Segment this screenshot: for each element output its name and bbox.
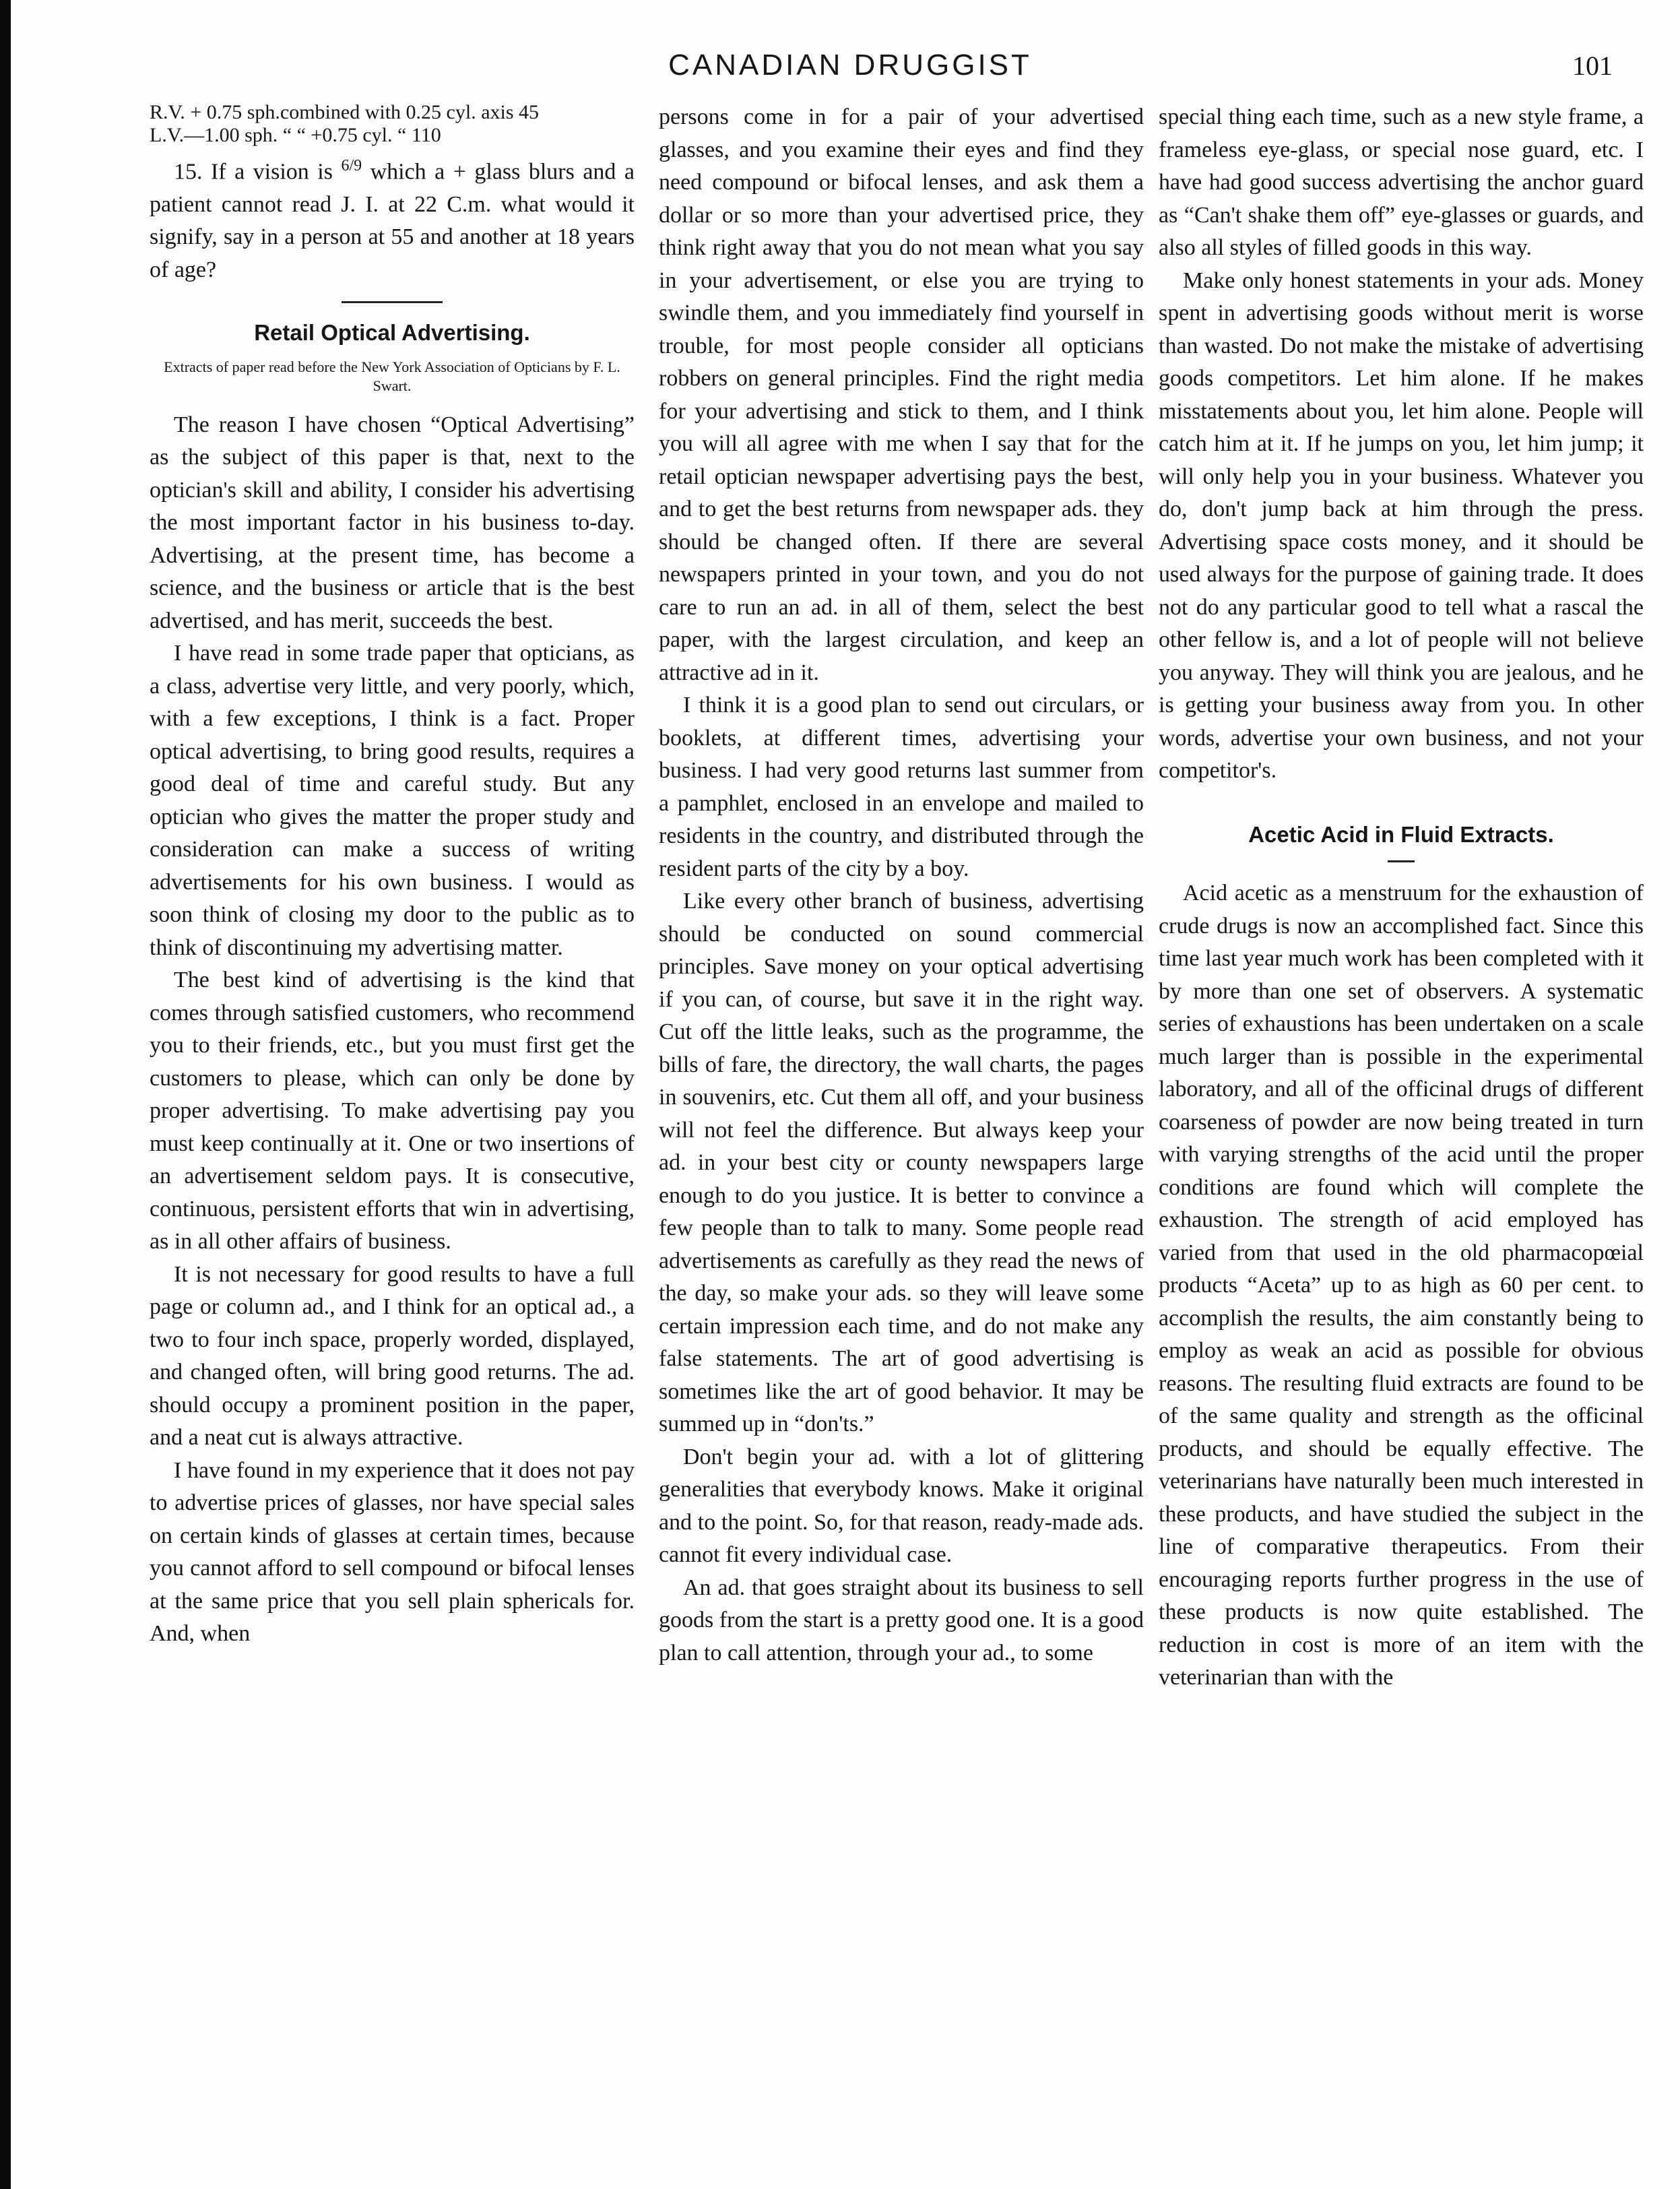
paragraph: I think it is a good plan to send out circulars, or booklets, at different times, advertising your business. I had very good returns last summer from a pamphlet, enclosed in an envelope and mailed to residents in the country, and distributed through the resident parts of the city by a boy.: [659, 693, 1144, 881]
column-1: [150, 101, 635, 1651]
paragraph: An ad. that goes straight about its business to sell goods from the start is a pretty good one. It is a good plan to call attention, through your ad., to some: [659, 1575, 1144, 1665]
section-title-retail-optical: Retail Optical Advertising.: [254, 320, 530, 346]
column-3: [1159, 101, 1644, 1694]
column-2: [659, 101, 1144, 1670]
section-title-acetic-acid: Acetic Acid in Fluid Extracts.: [1248, 821, 1554, 847]
paragraph: persons come in for a pair of your advertised glasses, and you examine their eyes and find they need compound or bifocal lenses, and ask them a dollar or so more than your advertised price, they think right away that you do not mean what you say in your advertisement, or else you are trying to swindle them, and you immediately find yourself in trouble, for most people consider all opticians robbers on general principles. Find the right media for your advertising and stick to them, and I think you will all agree with me when I say that for the retail optician newspaper advertising pays the best, and to get the best returns from newspaper ads. they should be changed often. If there are several newspapers printed in your town, and you do not care to run an ad. in all of them, select the best paper, with the largest circulation, and keep an attractive ad in it.: [659, 104, 1144, 685]
paragraph: special thing each time, such as a new style frame, a frameless eye-glass, or special nose guard, etc. I have had good success advertising the anchor guard as “Can't shake them off” eye-glasses or guards, and also all styles of filled goods in this way.: [1159, 104, 1644, 260]
paragraph: I have found in my experience that it does not pay to advertise prices of glasses, nor have special sales on certain kinds of glasses at certain times, because you cannot afford to sell compound or bifocal lenses at the same price that you sell plain sphericals for. And, when: [150, 1457, 635, 1647]
prescription-lines: [150, 101, 635, 147]
spacer: [1159, 788, 1644, 808]
running-title: CANADIAN DRUGGIST: [668, 49, 1032, 82]
prescription-line-2: L.V.—1.00 sph. “ “ +0.75 cyl. “ 110: [150, 124, 441, 146]
left-margin-rule: [0, 0, 11, 2189]
paragraph: I have read in some trade paper that opticians, as a class, advertise very little, and very poorly, which, with a few exceptions, I think is a fact. Proper optical advertising, to bring good results, requires a good deal of time and careful study. But any optician who gives the matter the proper study and consideration can make a success of writing advertisements for his own business. I would as soon think of closing my door to the public as to think of discontinuing my advertising matter.: [150, 641, 635, 960]
paragraph: The best kind of advertising is the kind that comes through satisfied customers, who recommend you to their friends, etc., but you must first get the customers to please, which can only be done by proper advertising. To make advertising pay you must keep continually at it. One or two insertions of an advertisement seldom pays. It is consecutive, continuous, persistent efforts that win in advertising, as in all other affairs of business.: [150, 967, 635, 1255]
page-header: [61, 35, 1640, 96]
paragraph: Acid acetic as a menstruum for the exhaustion of crude drugs is now an accomplished fact. Since this time last year much work has been completed with it by more than one set of observers. A systematic series of exhaustions has been undertaken on a scale much larger than is possible in the experimental laboratory, and all of the officinal drugs of different coarseness of powder are now being treated in turn with varying strengths of the acid until the proper conditions are found which will complete the exhaustion. The strength of acid employed has varied from that used in the old pharmacopœial products “Aceta” up to as high as 60 per cent. to accomplish the results, the aim constantly being to employ as weak an acid as possible for obvious reasons. The resulting fluid extracts are found to be of the same quality and strength as the officinal products, and should be equally effective. The veterinarians have naturally been much interested in these products, and have studied the subject in the line of comparative therapeutics. From their encouraging reports further progress in the use of these products is now quite established. The reduction in cost is more of an item with the veterinarian than with the: [1159, 881, 1644, 1690]
paragraph: It is not necessary for good results to have a full page or column ad., and I think for an optical ad., a two to four inch space, properly worded, displayed, and changed often, will bring good returns. The ad. should occupy a prominent position in the paper, and a neat cut is always attractive.: [150, 1261, 635, 1451]
vision-fraction: 6/9: [341, 157, 362, 175]
question-15-start: 15. If a vision is: [174, 159, 333, 185]
paragraph: Like every other branch of business, advertising should be conducted on sound commercial principles. Save money on your optical advertising if you can, of course, but save it in the right way. Cut off the little leaks, such as the programme, the bills of fare, the directory, the wall charts, the pages in souvenirs, etc. Cut them all off, and your business will not feel the difference. But always keep your ad. in your best city or county newspapers large enough to do you justice. It is better to convince a few people than to talk to many. Some people read advertisements as carefully as they read the news of the day, so make your ads. so they will leave some certain impression each time, and do not make any false statements. The art of good advertising is sometimes like the art of good behavior. It may be summed up in “don'ts.”: [659, 889, 1144, 1436]
page-number: 101: [1572, 51, 1613, 81]
article-byline: Extracts of paper read before the New York Association of Opticians by F. L. Swart.: [164, 358, 620, 394]
section-divider: [342, 301, 443, 303]
paragraph: Make only honest statements in your ads. Money spent in advertising goods without merit is worse than wasted. Do not make the mistake of advertising goods competitors. Let him alone. If he makes misstatements about you, let him alone. People will catch him at it. If he jumps on you, let him jump; it will only help you in your business. Whatever you do, don't jump back at him through the press. Advertising space costs money, and it should be used always for the purpose of gaining trade. It does not do any particular good to tell what a rascal the other fellow is, and a lot of people will not believe you anyway. They will think you are jealous, and he is getting your business away from you. In other words, advertise your own business, and not your competitor's.: [1159, 267, 1644, 783]
question-15-rest: which a + glass blurs and a patient cannot read J. I. at 22 C.m. what would it signify, say in a person at 55 and another at 18 years of age?: [150, 159, 635, 282]
paragraph: The reason I have chosen “Optical Advertising” as the subject of this paper is that, next to the optician's skill and ability, I consider his advertising the most important factor in his business to-day. Advertising, at the present time, has become a science, and the business or article that is the best advertised, and has merit, succeeds the best.: [150, 412, 635, 633]
section-divider: [1388, 860, 1415, 862]
question-15: [150, 150, 635, 286]
paragraph: Don't begin your ad. with a lot of glittering generalities that everybody knows. Make it original and to the point. So, for that reason, ready-made ads. cannot fit every individual case.: [659, 1444, 1144, 1567]
prescription-line-1: R.V. + 0.75 sph.combined with 0.25 cyl. axis 45: [150, 101, 540, 123]
